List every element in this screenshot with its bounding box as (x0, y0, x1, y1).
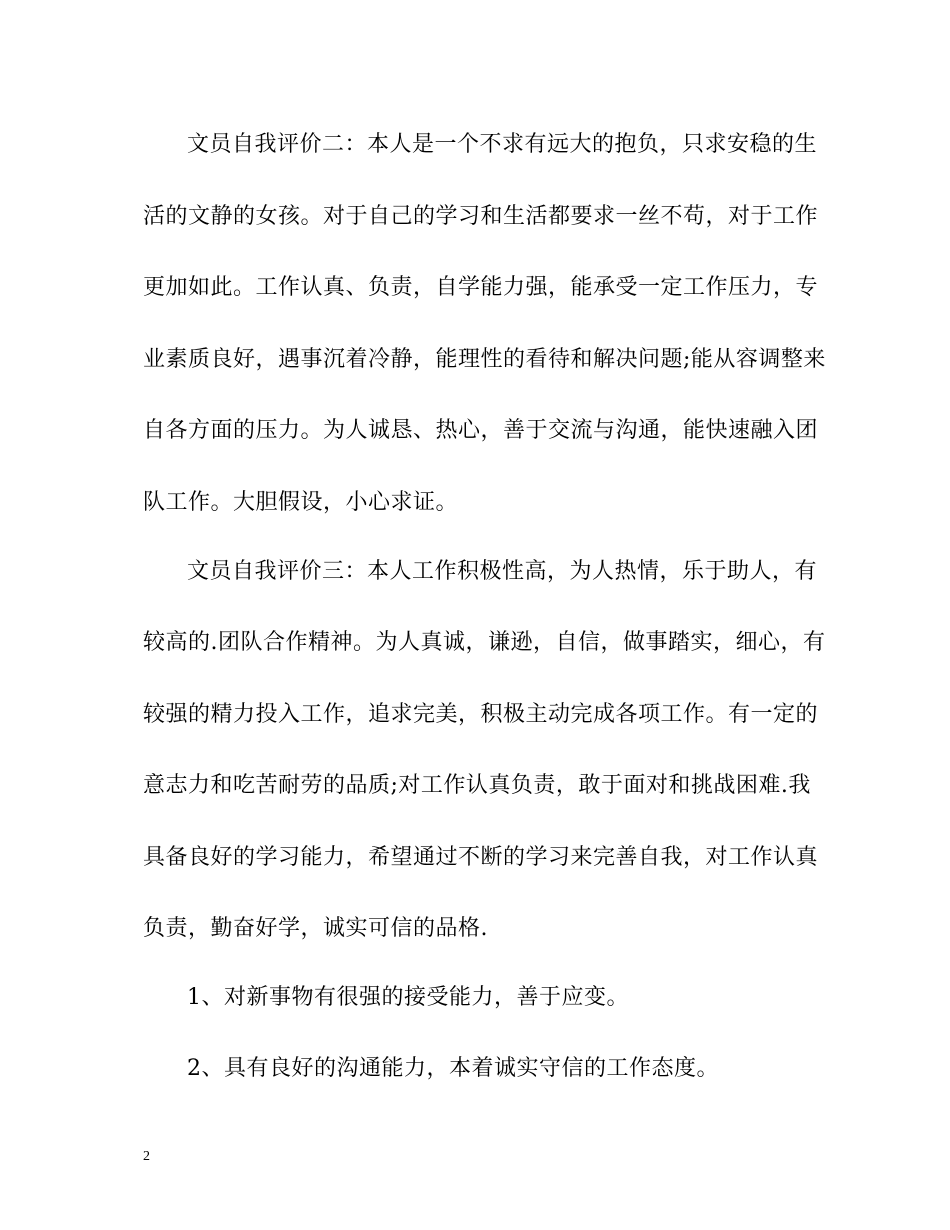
text-line: 自各方面的压力。为人诚恳、热心，善于交流与沟通，能快速融入团 (143, 418, 819, 443)
text-line: 队工作。大胆假设，小心求证。 (143, 490, 459, 515)
text-line: 更加如此。工作认真、负责，自学能力强，能承受一定工作压力，专 (143, 275, 819, 300)
text-line: 较高的.团队合作精神。为人真诚，谦逊，自信，做事踏实，细心，有 (143, 630, 826, 655)
text-line: 负责，勤奋好学，诚实可信的品格. (143, 916, 488, 941)
text-line: 意志力和吃苦耐劳的品质;对工作认真负责，敢于面对和挑战困难.我 (143, 773, 811, 798)
page-number: 2 (143, 1149, 150, 1164)
text-line: 文员自我评价二：本人是一个不求有远大的抱负，只求安稳的生 (187, 132, 818, 157)
text-line: 业素质良好，遇事沉着冷静，能理性的看待和解决问题;能从容调整来 (143, 347, 826, 372)
text-line: 文员自我评价三：本人工作积极性高，为人热情，乐于助人，有 (187, 559, 818, 584)
text-line: 较强的精力投入工作，追求完美，积极主动完成各项工作。有一定的 (143, 702, 819, 727)
text-line: 具备良好的学习能力，希望通过不断的学习来完善自我，对工作认真 (143, 845, 819, 870)
text-line: 活的文静的女孩。对于自己的学习和生活都要求一丝不苟，对于工作 (143, 204, 819, 229)
list-item: 1、对新事物有很强的接受能力，善于应变。 (187, 985, 629, 1010)
list-item: 2、具有良好的沟通能力，本着诚实守信的工作态度。 (187, 1056, 719, 1081)
